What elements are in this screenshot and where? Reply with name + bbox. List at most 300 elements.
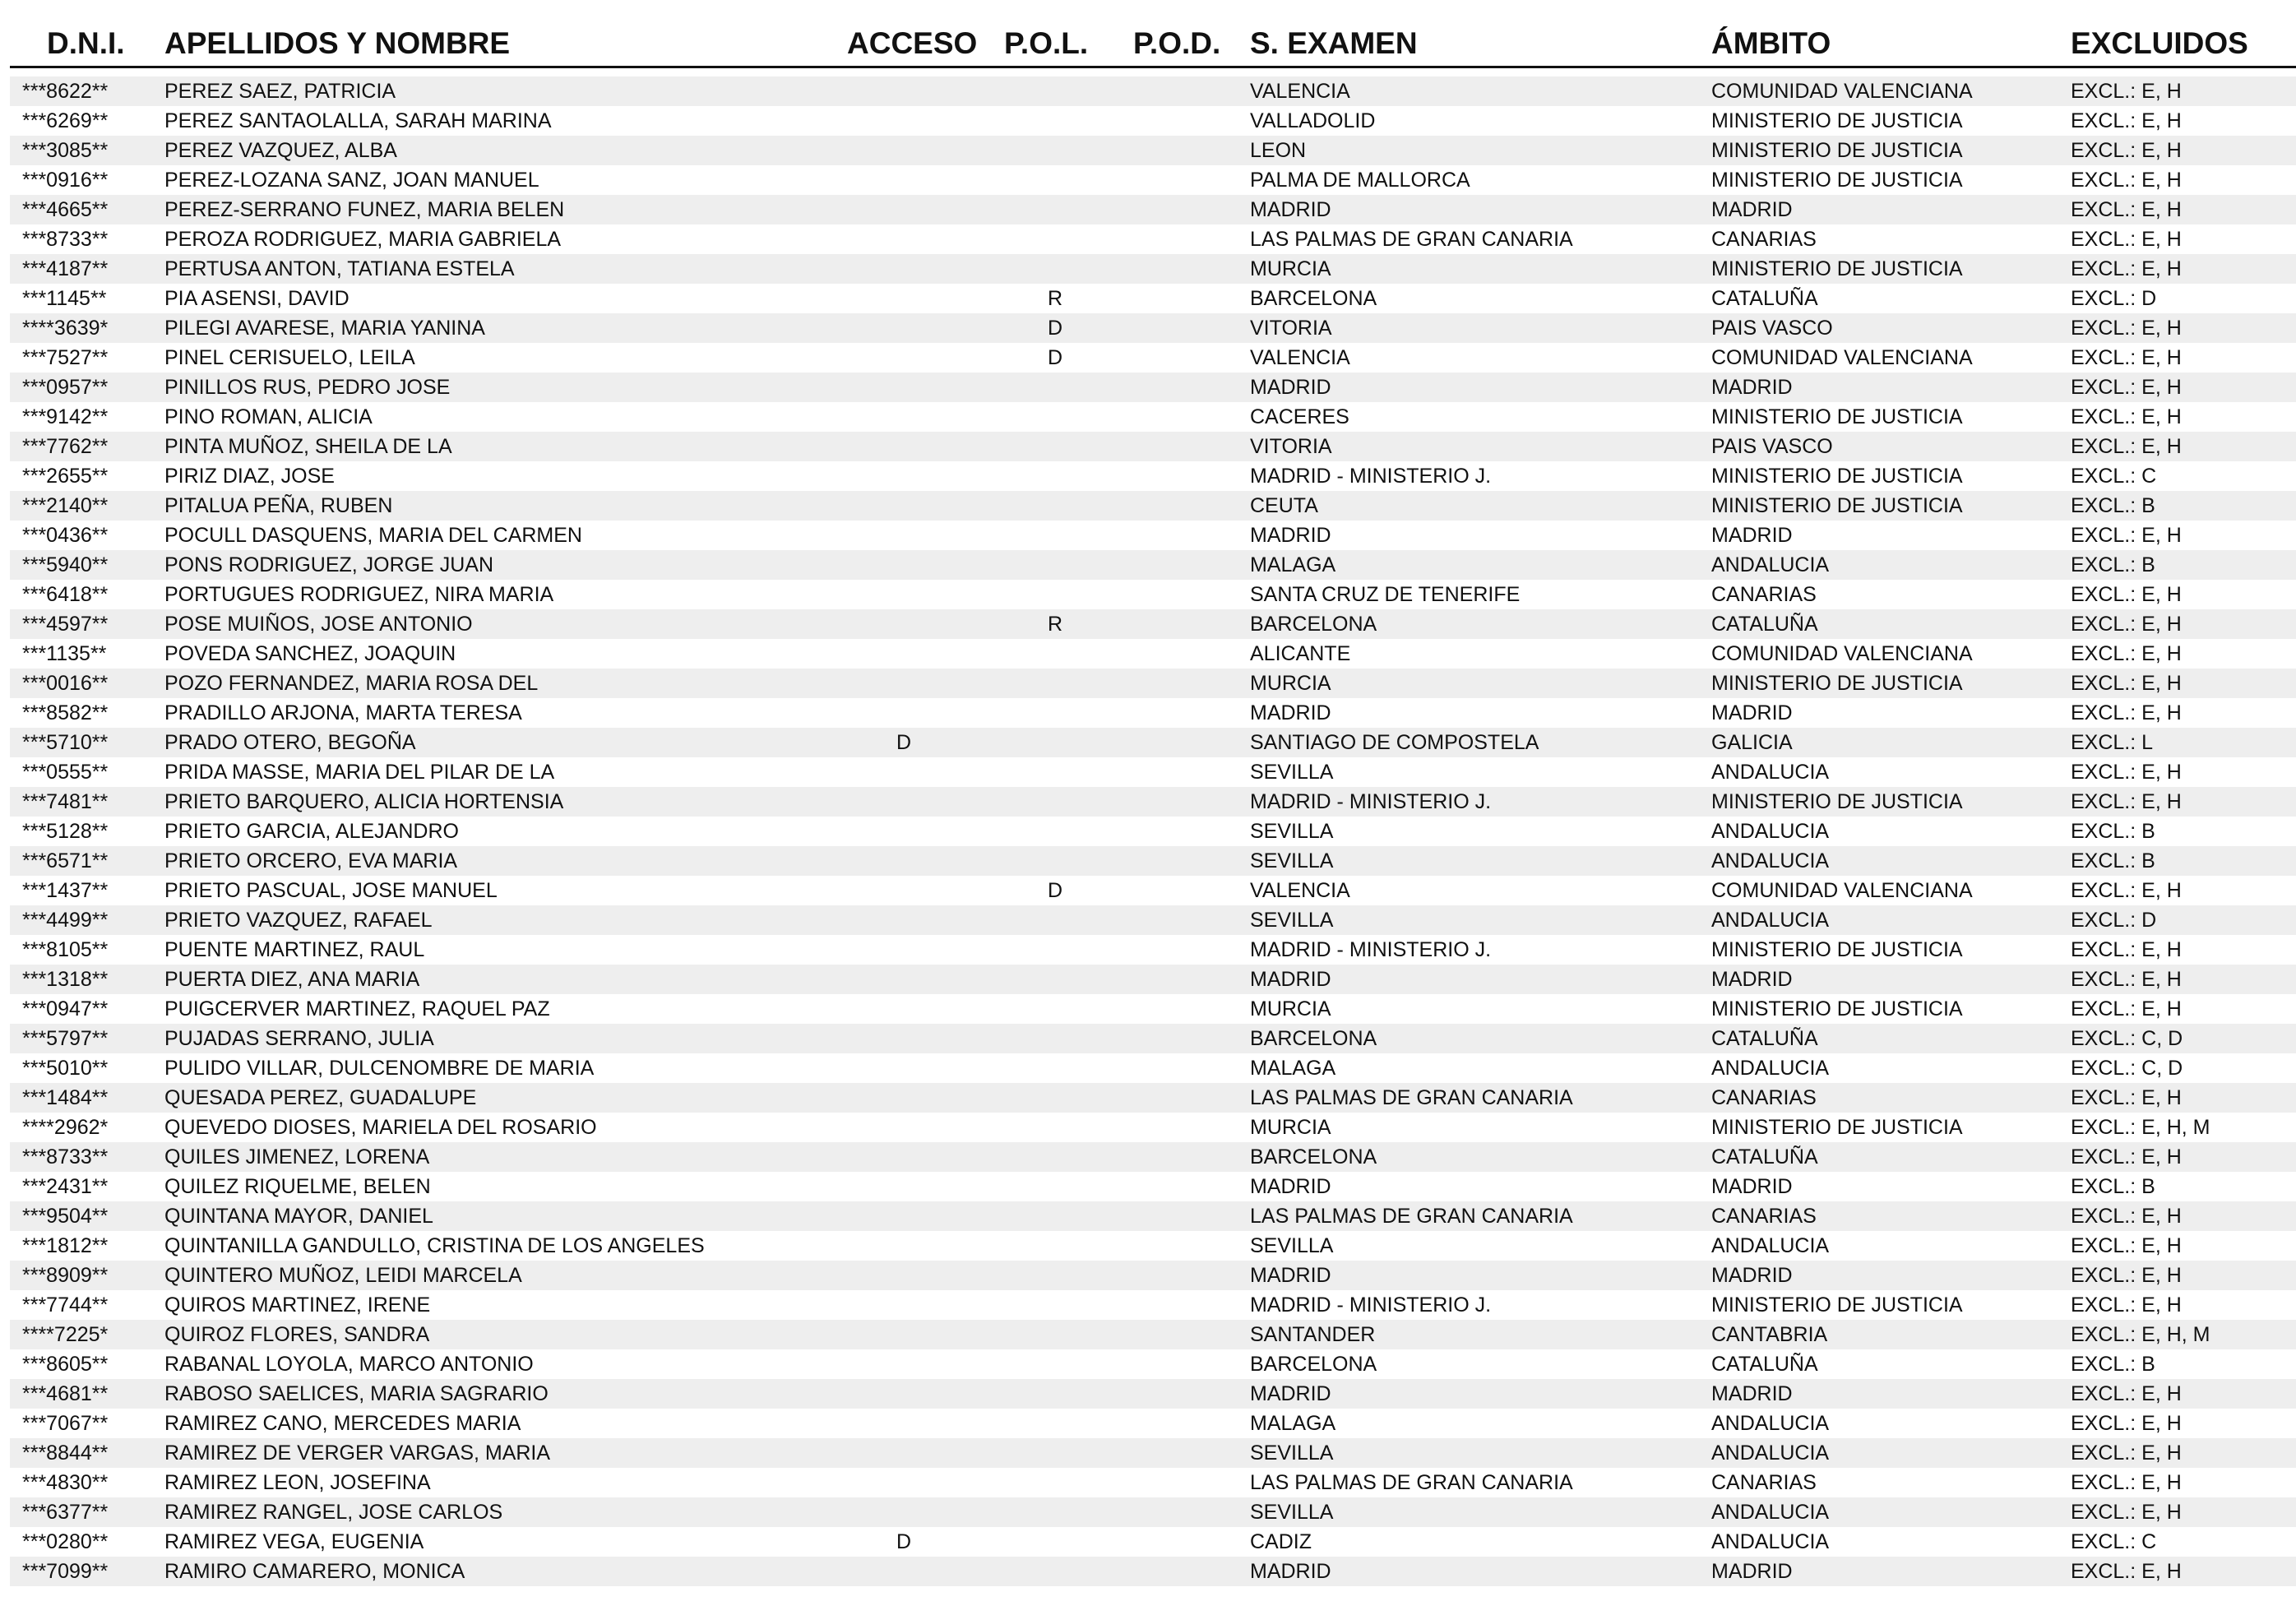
table-header [10,18,2296,68]
cell-ambito: ANDALUCIA [1711,909,1830,932]
cell-examen: CACERES [1250,405,1349,428]
cell-dni: ***4187** [22,257,109,280]
cell-name: PRIETO PASCUAL, JOSE MANUEL [164,879,498,902]
table-row [10,1024,2296,1053]
cell-dni: ***4597** [22,613,109,636]
cell-dni: ***0957** [22,376,109,399]
table-row [10,343,2296,373]
table-row [10,817,2296,846]
cell-ambito: MINISTERIO DE JUSTICIA [1711,465,1963,488]
cell-acceso: D [896,731,912,754]
cell-dni: ***7481** [22,790,109,813]
table-row [10,669,2296,698]
cell-ambito: MADRID [1711,198,1793,221]
cell-name: RABOSO SAELICES, MARIA SAGRARIO [164,1382,549,1405]
cell-pol: R [1048,613,1063,636]
cell-examen: MURCIA [1250,672,1331,695]
cell-name: PINEL CERISUELO, LEILA [164,346,415,369]
cell-dni: ***4665** [22,198,109,221]
cell-dni: ***7067** [22,1412,109,1435]
table-row [10,905,2296,935]
cell-name: PEREZ SAEZ, PATRICIA [164,80,396,103]
cell-name: RAMIREZ VEGA, EUGENIA [164,1530,424,1553]
cell-excluidos: EXCL.: E, H [2071,524,2182,547]
cell-name: PRIETO ORCERO, EVA MARIA [164,849,458,872]
cell-dni: ***1812** [22,1234,109,1257]
cell-dni: ***0555** [22,761,109,784]
cell-name: POSE MUIÑOS, JOSE ANTONIO [164,613,473,636]
cell-dni: ***5710** [22,731,109,754]
cell-examen: BARCELONA [1250,613,1377,636]
cell-dni: ****3639* [22,317,109,340]
cell-name: PINILLOS RUS, PEDRO JOSE [164,376,451,399]
cell-excluidos: EXCL.: E, H [2071,1086,2182,1109]
cell-dni: ***6571** [22,849,109,872]
cell-ambito: COMUNIDAD VALENCIANA [1711,642,1973,665]
cell-name: QUINTANILLA GANDULLO, CRISTINA DE LOS ANGELES [164,1234,705,1257]
cell-examen: MALAGA [1250,1057,1336,1080]
cell-ambito: MINISTERIO DE JUSTICIA [1711,672,1963,695]
cell-examen: SANTANDER [1250,1323,1376,1346]
table-row [10,1142,2296,1172]
header-name: APELLIDOS Y NOMBRE [164,26,511,60]
cell-dni: ***5010** [22,1057,109,1080]
table-row [10,698,2296,728]
cell-name: PEREZ VAZQUEZ, ALBA [164,139,397,162]
table-row [10,1113,2296,1142]
cell-ambito: MINISTERIO DE JUSTICIA [1711,494,1963,517]
cell-name: QUIROZ FLORES, SANDRA [164,1323,430,1346]
cell-examen: MADRID [1250,1560,1331,1583]
cell-excluidos: EXCL.: E, H [2071,1471,2182,1494]
table-row [10,580,2296,609]
cell-excluidos: EXCL.: E, H [2071,879,2182,902]
cell-name: PORTUGUES RODRIGUEZ, NIRA MARIA [164,583,554,606]
cell-pol: D [1048,317,1063,340]
cell-examen: MADRID [1250,701,1331,724]
cell-excluidos: EXCL.: E, H [2071,672,2182,695]
cell-examen: VALLADOLID [1250,109,1376,132]
cell-dni: ***8582** [22,701,109,724]
cell-examen: LEON [1250,139,1307,162]
cell-excluidos: EXCL.: E, H [2071,761,2182,784]
cell-ambito: MINISTERIO DE JUSTICIA [1711,1293,1963,1317]
cell-dni: ****7225* [22,1323,109,1346]
table-row [10,1468,2296,1497]
cell-ambito: GALICIA [1711,731,1793,754]
header-pol: P.O.L. [1004,26,1089,60]
table-row [10,195,2296,224]
table-row [10,1231,2296,1261]
cell-name: POVEDA SANCHEZ, JOAQUIN [164,642,456,665]
cell-dni: ***2431** [22,1175,109,1198]
cell-examen: SANTIAGO DE COMPOSTELA [1250,731,1539,754]
cell-ambito: CANARIAS [1711,1205,1817,1228]
cell-dni: ***4830** [22,1471,109,1494]
cell-examen: SEVILLA [1250,1501,1334,1524]
cell-excluidos: EXCL.: E, H [2071,257,2182,280]
cell-examen: MADRID [1250,968,1331,991]
cell-ambito: CANTABRIA [1711,1323,1828,1346]
cell-dni: ***5797** [22,1027,109,1050]
cell-examen: MADRID [1250,1264,1331,1287]
table-row [10,402,2296,432]
table-row [10,994,2296,1024]
cell-ambito: CATALUÑA [1711,1353,1818,1376]
cell-name: PUERTA DIEZ, ANA MARIA [164,968,420,991]
table-row [10,1261,2296,1290]
cell-dni: ***0436** [22,524,109,547]
cell-examen: SEVILLA [1250,761,1334,784]
cell-examen: ALICANTE [1250,642,1351,665]
cell-examen: VALENCIA [1250,80,1350,103]
cell-dni: ***1484** [22,1086,109,1109]
table-row [10,1527,2296,1557]
table-row [10,876,2296,905]
cell-excluidos: EXCL.: E, H [2071,405,2182,428]
cell-dni: ***6377** [22,1501,109,1524]
cell-dni: ***0280** [22,1530,109,1553]
cell-ambito: MINISTERIO DE JUSTICIA [1711,109,1963,132]
cell-name: PINTA MUÑOZ, SHEILA DE LA [164,435,452,458]
cell-ambito: ANDALUCIA [1711,1234,1830,1257]
table-row [10,461,2296,491]
cell-excluidos: EXCL.: E, H [2071,1382,2182,1405]
cell-excluidos: EXCL.: E, H [2071,1293,2182,1317]
cell-name: PILEGI AVARESE, MARIA YANINA [164,317,485,340]
cell-examen: LAS PALMAS DE GRAN CANARIA [1250,228,1573,251]
cell-excluidos: EXCL.: E, H [2071,228,2182,251]
cell-examen: MADRID [1250,1382,1331,1405]
table-row [10,1290,2296,1320]
cell-dni: ***6418** [22,583,109,606]
table-row [10,165,2296,195]
table-row [10,1379,2296,1409]
cell-excluidos: EXCL.: D [2071,287,2157,310]
cell-name: PERTUSA ANTON, TATIANA ESTELA [164,257,515,280]
table-row [10,1083,2296,1113]
table-row [10,254,2296,284]
cell-examen: LAS PALMAS DE GRAN CANARIA [1250,1205,1573,1228]
cell-ambito: MADRID [1711,524,1793,547]
cell-dni: ***5940** [22,553,109,576]
header-acceso: ACCESO [847,26,978,60]
cell-ambito: MADRID [1711,1175,1793,1198]
cell-examen: BARCELONA [1250,1145,1377,1168]
cell-excluidos: EXCL.: E, H [2071,1501,2182,1524]
cell-examen: LAS PALMAS DE GRAN CANARIA [1250,1086,1573,1109]
cell-ambito: CANARIAS [1711,228,1817,251]
cell-examen: MURCIA [1250,997,1331,1020]
cell-dni: ***4499** [22,909,109,932]
cell-examen: MURCIA [1250,1116,1331,1139]
cell-name: PEREZ-LOZANA SANZ, JOAN MANUEL [164,169,539,192]
cell-examen: VITORIA [1250,317,1332,340]
cell-ambito: MADRID [1711,1560,1793,1583]
cell-ambito: MINISTERIO DE JUSTICIA [1711,997,1963,1020]
cell-name: PIA ASENSI, DAVID [164,287,349,310]
header-dni: D.N.I. [47,26,125,60]
cell-dni: ***5128** [22,820,109,843]
cell-dni: ***6269** [22,109,109,132]
table-row [10,550,2296,580]
cell-name: QUEVEDO DIOSES, MARIELA DEL ROSARIO [164,1116,597,1139]
table-row [10,432,2296,461]
cell-name: RAMIREZ DE VERGER VARGAS, MARIA [164,1441,551,1465]
cell-excluidos: EXCL.: E, H [2071,376,2182,399]
cell-excluidos: EXCL.: E, H [2071,613,2182,636]
cell-examen: MADRID [1250,524,1331,547]
cell-ambito: MINISTERIO DE JUSTICIA [1711,938,1963,961]
cell-excluidos: EXCL.: E, H [2071,701,2182,724]
cell-dni: ***1437** [22,879,109,902]
cell-name: QUILEZ RIQUELME, BELEN [164,1175,431,1198]
cell-excluidos: EXCL.: B [2071,553,2155,576]
header-ambito: ÁMBITO [1711,26,1831,60]
cell-name: RAMIRO CAMARERO, MONICA [164,1560,465,1583]
cell-excluidos: EXCL.: B [2071,1175,2155,1198]
table-row [10,521,2296,550]
cell-ambito: ANDALUCIA [1711,1441,1830,1465]
cell-dni: ***2140** [22,494,109,517]
cell-excluidos: EXCL.: B [2071,849,2155,872]
table-row [10,728,2296,757]
cell-dni: ***8622** [22,80,109,103]
cell-excluidos: EXCL.: E, H [2071,938,2182,961]
cell-excluidos: EXCL.: E, H [2071,1145,2182,1168]
cell-name: PRADILLO ARJONA, MARTA TERESA [164,701,522,724]
table-row [10,965,2296,994]
cell-name: QUESADA PEREZ, GUADALUPE [164,1086,477,1109]
cell-excluidos: EXCL.: E, H [2071,642,2182,665]
table-row [10,491,2296,521]
cell-excluidos: EXCL.: B [2071,1353,2155,1376]
table-row [10,1349,2296,1379]
cell-ambito: MADRID [1711,701,1793,724]
cell-dni: ***9504** [22,1205,109,1228]
cell-examen: SEVILLA [1250,1441,1334,1465]
cell-name: PRADO OTERO, BEGOÑA [164,731,416,754]
cell-excluidos: EXCL.: E, H, M [2071,1116,2210,1139]
cell-dni: ***8733** [22,1145,109,1168]
cell-examen: LAS PALMAS DE GRAN CANARIA [1250,1471,1573,1494]
cell-excluidos: EXCL.: E, H [2071,1205,2182,1228]
table-row [10,787,2296,817]
cell-dni: ***3085** [22,139,109,162]
cell-dni: ***4681** [22,1382,109,1405]
header-excluidos: EXCLUIDOS [2071,26,2248,60]
table-row [10,106,2296,136]
cell-excluidos: EXCL.: E, H [2071,790,2182,813]
cell-pol: D [1048,346,1063,369]
cell-dni: ***8844** [22,1441,109,1465]
table-row [10,609,2296,639]
cell-ambito: MINISTERIO DE JUSTICIA [1711,169,1963,192]
table-row [10,1201,2296,1231]
cell-ambito: MINISTERIO DE JUSTICIA [1711,139,1963,162]
cell-examen: SANTA CRUZ DE TENERIFE [1250,583,1521,606]
cell-dni: ***8733** [22,228,109,251]
cell-name: QUINTERO MUÑOZ, LEIDI MARCELA [164,1264,522,1287]
cell-name: QUILES JIMENEZ, LORENA [164,1145,430,1168]
cell-ambito: PAIS VASCO [1711,435,1833,458]
cell-pol: R [1048,287,1063,310]
cell-dni: ***1318** [22,968,109,991]
cell-examen: MADRID - MINISTERIO J. [1250,465,1492,488]
cell-ambito: MADRID [1711,1382,1793,1405]
cell-excluidos: EXCL.: C, D [2071,1057,2183,1080]
table-row [10,846,2296,876]
table-row [10,1320,2296,1349]
cell-examen: CADIZ [1250,1530,1312,1553]
cell-ambito: CATALUÑA [1711,613,1818,636]
cell-name: PEROZA RODRIGUEZ, MARIA GABRIELA [164,228,562,251]
cell-examen: MALAGA [1250,1412,1336,1435]
cell-examen: VITORIA [1250,435,1332,458]
table-row [10,313,2296,343]
cell-excluidos: EXCL.: C, D [2071,1027,2183,1050]
cell-excluidos: EXCL.: E, H [2071,139,2182,162]
cell-dni: ***0016** [22,672,109,695]
cell-examen: MADRID [1250,376,1331,399]
table-row [10,1053,2296,1083]
cell-ambito: CANARIAS [1711,583,1817,606]
cell-name: RAMIREZ CANO, MERCEDES MARIA [164,1412,521,1435]
cell-excluidos: EXCL.: B [2071,820,2155,843]
cell-examen: BARCELONA [1250,287,1377,310]
table-row [10,639,2296,669]
cell-ambito: MADRID [1711,968,1793,991]
cell-excluidos: EXCL.: E, H [2071,1264,2182,1287]
cell-ambito: COMUNIDAD VALENCIANA [1711,80,1973,103]
cell-ambito: CANARIAS [1711,1471,1817,1494]
cell-ambito: MINISTERIO DE JUSTICIA [1711,257,1963,280]
cell-dni: ***0947** [22,997,109,1020]
cell-excluidos: EXCL.: E, H [2071,968,2182,991]
cell-name: RABANAL LOYOLA, MARCO ANTONIO [164,1353,534,1376]
cell-excluidos: EXCL.: E, H [2071,1234,2182,1257]
cell-name: PUENTE MARTINEZ, RAUL [164,938,425,961]
cell-excluidos: EXCL.: E, H [2071,169,2182,192]
cell-dni: ***8105** [22,938,109,961]
header-examen: S. EXAMEN [1250,26,1418,60]
cell-ambito: COMUNIDAD VALENCIANA [1711,879,1973,902]
cell-examen: SEVILLA [1250,849,1334,872]
cell-ambito: ANDALUCIA [1711,1530,1830,1553]
cell-acceso: D [896,1530,912,1553]
cell-dni: ***7527** [22,346,109,369]
cell-examen: MADRID - MINISTERIO J. [1250,790,1492,813]
cell-excluidos: EXCL.: E, H [2071,109,2182,132]
cell-name: PEREZ SANTAOLALLA, SARAH MARINA [164,109,552,132]
cell-dni: ***9142** [22,405,109,428]
cell-dni: ***7099** [22,1560,109,1583]
cell-ambito: CANARIAS [1711,1086,1817,1109]
cell-name: PUJADAS SERRANO, JULIA [164,1027,434,1050]
cell-excluidos: EXCL.: E, H [2071,317,2182,340]
table-row [10,373,2296,402]
cell-examen: MADRID [1250,198,1331,221]
cell-name: POCULL DASQUENS, MARIA DEL CARMEN [164,524,582,547]
cell-name: QUINTANA MAYOR, DANIEL [164,1205,433,1228]
cell-pol: D [1048,879,1063,902]
cell-excluidos: EXCL.: C [2071,465,2157,488]
table-row [10,1438,2296,1468]
table-row [10,935,2296,965]
cell-ambito: ANDALUCIA [1711,1057,1830,1080]
cell-name: PRIETO BARQUERO, ALICIA HORTENSIA [164,790,564,813]
cell-ambito: MADRID [1711,1264,1793,1287]
cell-examen: SEVILLA [1250,1234,1334,1257]
table-row [10,1409,2296,1438]
cell-name: PIRIZ DIAZ, JOSE [164,465,335,488]
cell-name: PRIETO GARCIA, ALEJANDRO [164,820,459,843]
cell-dni: ***1135** [22,642,107,665]
cell-ambito: CATALUÑA [1711,287,1818,310]
table-row [10,1497,2296,1527]
cell-excluidos: EXCL.: L [2071,731,2154,754]
cell-ambito: MADRID [1711,376,1793,399]
cell-examen: CEUTA [1250,494,1318,517]
cell-ambito: MINISTERIO DE JUSTICIA [1711,1116,1963,1139]
header-pod: P.O.D. [1133,26,1221,60]
cell-excluidos: EXCL.: E, H [2071,1412,2182,1435]
cell-excluidos: EXCL.: B [2071,494,2155,517]
cell-name: PRIETO VAZQUEZ, RAFAEL [164,909,433,932]
cell-ambito: COMUNIDAD VALENCIANA [1711,346,1973,369]
table-row [10,136,2296,165]
cell-dni: ***7744** [22,1293,109,1317]
cell-ambito: ANDALUCIA [1711,820,1830,843]
cell-examen: VALENCIA [1250,346,1350,369]
cell-excluidos: EXCL.: C [2071,1530,2157,1553]
cell-examen: BARCELONA [1250,1027,1377,1050]
cell-name: RAMIREZ LEON, JOSEFINA [164,1471,431,1494]
cell-dni: ***8605** [22,1353,109,1376]
cell-name: QUIROS MARTINEZ, IRENE [164,1293,431,1317]
cell-name: PULIDO VILLAR, DULCENOMBRE DE MARIA [164,1057,595,1080]
cell-ambito: MINISTERIO DE JUSTICIA [1711,790,1963,813]
cell-examen: BARCELONA [1250,1353,1377,1376]
cell-name: PINO ROMAN, ALICIA [164,405,373,428]
cell-examen: MALAGA [1250,553,1336,576]
cell-examen: SEVILLA [1250,909,1334,932]
cell-excluidos: EXCL.: E, H, M [2071,1323,2210,1346]
cell-excluidos: EXCL.: E, H [2071,583,2182,606]
cell-name: PRIDA MASSE, MARIA DEL PILAR DE LA [164,761,555,784]
cell-dni: ****2962* [22,1116,109,1139]
table-row [10,757,2296,787]
cell-excluidos: EXCL.: E, H [2071,346,2182,369]
cell-dni: ***7762** [22,435,109,458]
table-row [10,224,2296,254]
table-row [10,76,2296,106]
cell-ambito: CATALUÑA [1711,1027,1818,1050]
cell-excluidos: EXCL.: E, H [2071,435,2182,458]
cell-dni: ***1145** [22,287,107,310]
cell-dni: ***2655** [22,465,109,488]
cell-name: PEREZ-SERRANO FUNEZ, MARIA BELEN [164,198,565,221]
cell-excluidos: EXCL.: E, H [2071,1560,2182,1583]
cell-ambito: ANDALUCIA [1711,553,1830,576]
cell-excluidos: EXCL.: E, H [2071,1441,2182,1465]
cell-ambito: MINISTERIO DE JUSTICIA [1711,405,1963,428]
cell-excluidos: EXCL.: E, H [2071,80,2182,103]
cell-examen: MADRID [1250,1175,1331,1198]
cell-name: PUIGCERVER MARTINEZ, RAQUEL PAZ [164,997,550,1020]
cell-name: PONS RODRIGUEZ, JORGE JUAN [164,553,494,576]
cell-examen: MURCIA [1250,257,1331,280]
